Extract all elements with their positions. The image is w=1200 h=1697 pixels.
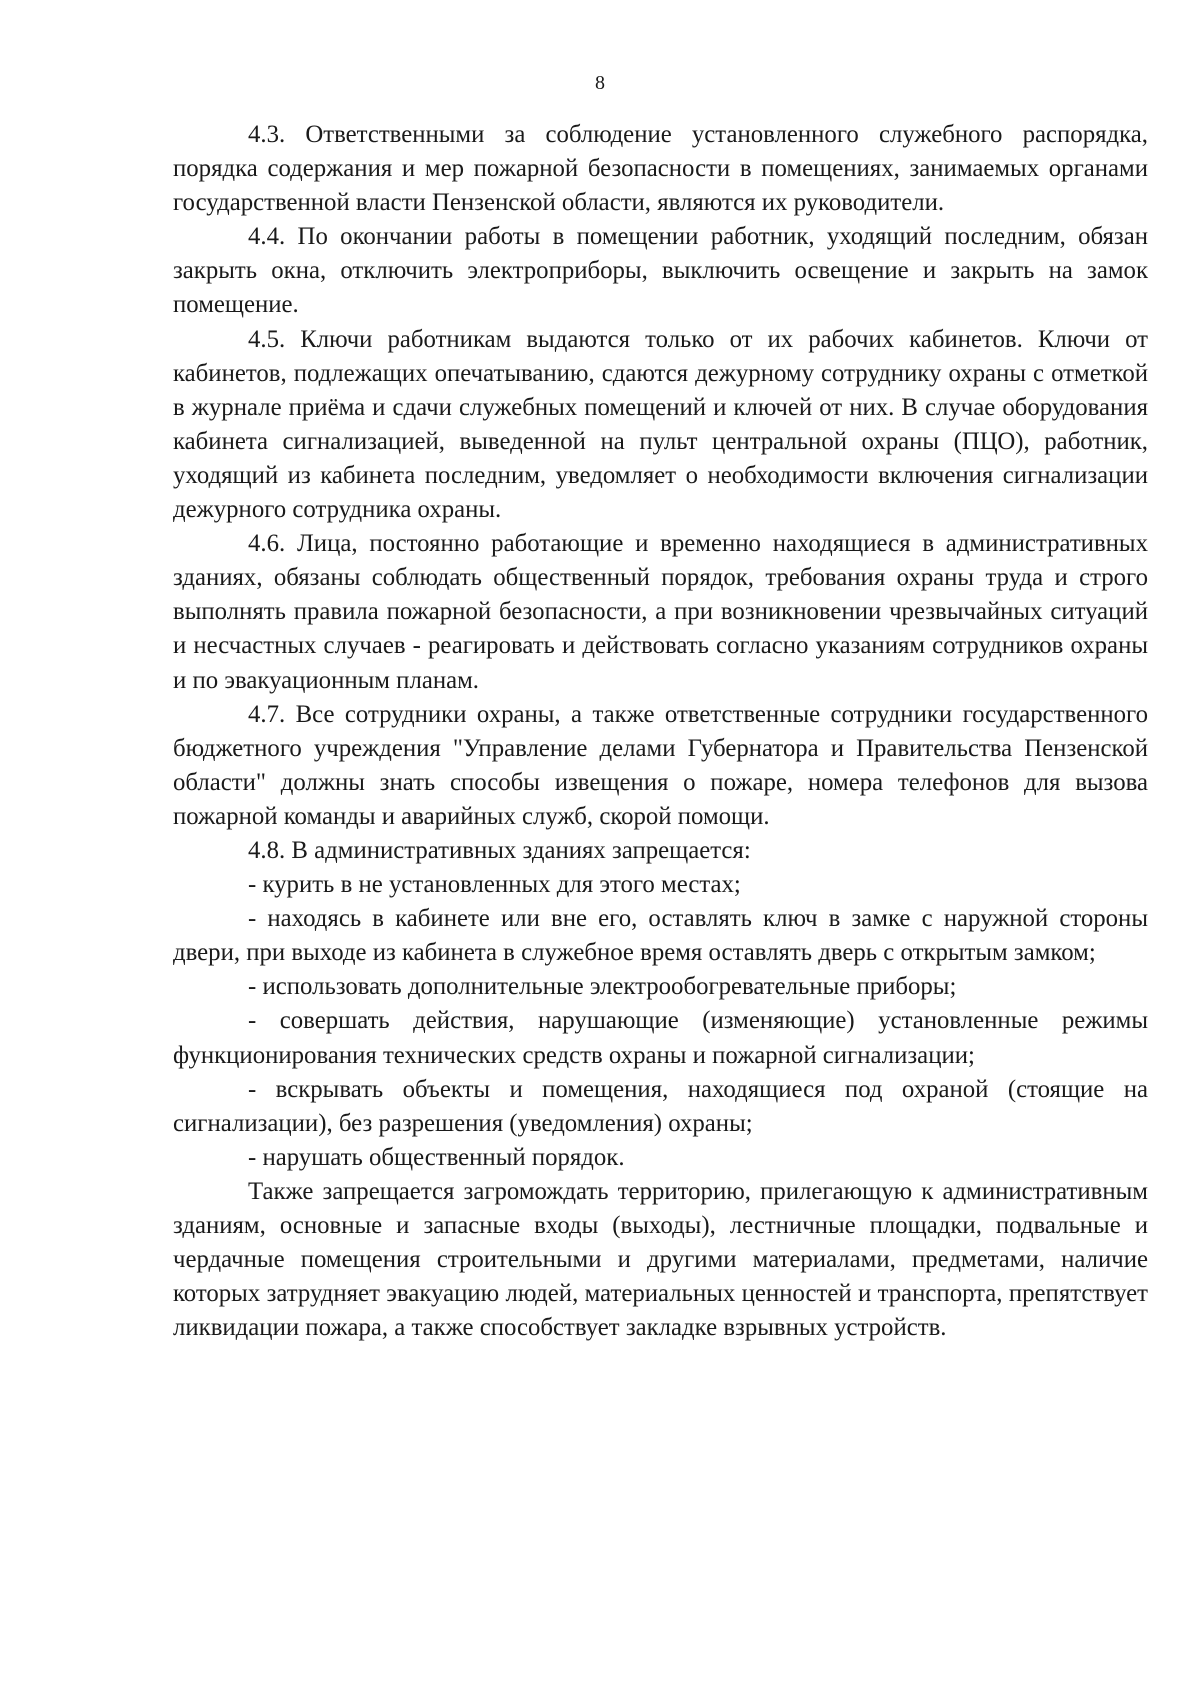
paragraph-4-7: 4.7. Все сотрудники охраны, а также ответственные сотрудники государственного бюджетного учреждения "Управление делами Губернатора и Правительства Пензенской области" должны знать способы извещения о пожаре, номера телефонов для вызова пожарной команды и аварийных служб, скорой помощи. [173, 700, 1148, 830]
paragraph-4-3: 4.3. Ответственными за соблюдение установленного служебного распорядка, порядка содержания и мер пожарной безопасности в помещениях, занимаемых органами государственной власти Пензенской области, являются их руководители. [173, 121, 1148, 217]
prohibition-item-security-systems: - совершать действия, нарушающие (изменяющие) установленные режимы функционирования технических средств охраны и пожарной сигнализации; [173, 1007, 1148, 1069]
prohibition-item-smoking: - курить в не установленных для этого местах; [248, 871, 741, 899]
paragraph-4-6: 4.6. Лица, постоянно работающие и временно находящиеся в административных зданиях, обязаны соблюдать общественный порядок, требования охраны труда и строго выполнять правила пожарной безопасности, а при возникновении чрезвычайных ситуаций и несчастных случаев - реагировать и действовать согласно указаниям сотрудников охраны и по эвакуационным планам. [173, 530, 1148, 694]
paragraph-4-4: 4.4. По окончании работы в помещении работник, уходящий последним, обязан закрыть окна, отключить электроприборы, выключить освещение и закрыть на замок помещение. [173, 223, 1148, 319]
prohibition-item-keys: - находясь в кабинете или вне его, оставлять ключ в замке с наружной стороны двери, при выходе из кабинета в служебное время оставлять дверь с открытым замком; [173, 905, 1148, 967]
prohibition-item-opening-premises: - вскрывать объекты и помещения, находящиеся под охраной (стоящие на сигнализации), без разрешения (уведомления) охраны; [173, 1075, 1148, 1137]
page-number: 8 [595, 72, 605, 94]
paragraph-4-5: 4.5. Ключи работникам выдаются только от их рабочих кабинетов. Ключи от кабинетов, подлежащих опечатыванию, сдаются дежурному сотруднику охраны с отметкой в журнале приёма и сдачи служебных помещений и ключей от них. В случае оборудования кабинета сигнализацией, выведенной на пульт центральной охраны (ПЦО), работник, уходящий из кабинета последним, уведомляет о необходимости включения сигнализации дежурного сотрудника охраны. [173, 325, 1148, 524]
prohibition-item-public-order: - нарушать общественный порядок. [248, 1143, 625, 1171]
document-body [173, 118, 1148, 1345]
paragraph-also-prohibited: Также запрещается загромождать территорию, прилегающую к административным зданиям, основные и запасные входы (выходы), лестничные площадки, подвальные и чердачные помещения строительными и другими материалами, предметами, наличие которых затрудняет эвакуацию людей, материальных ценностей и транспорта, препятствует ликвидации пожара, а также способствует закладке взрывных устройств. [173, 1177, 1148, 1342]
paragraph-4-8: 4.8. В административных зданиях запрещается: [248, 836, 751, 864]
prohibition-item-heaters: - использовать дополнительные электрообогревательные приборы; [248, 973, 957, 1001]
